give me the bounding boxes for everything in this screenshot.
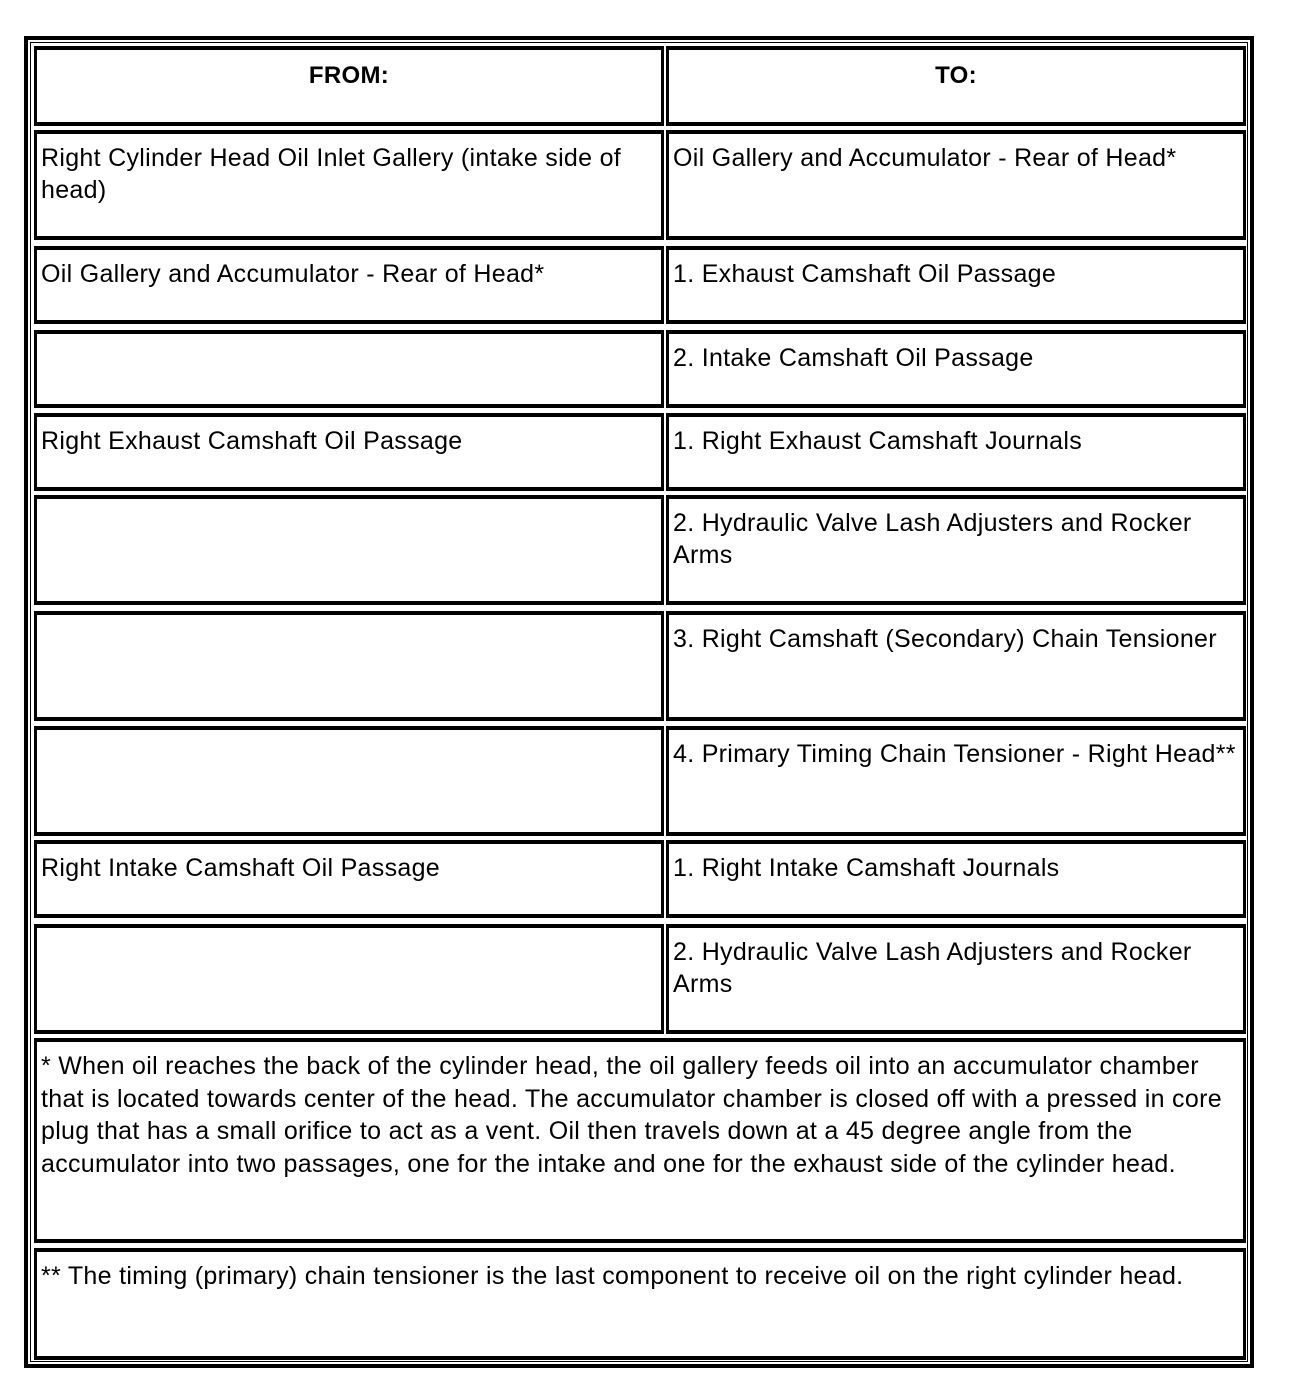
footnote-text: * When oil reaches the back of the cylinder head, the oil gallery feeds oil into an accumulator chamber that is located towards center of the head. The accumulator chamber is closed off with a pressed in core plug that has a small orifice to act as a vent. Oil then travels down at a 45 degree angle from the accumulator into two passages, one for the intake and one for the exhaust side of the cylinder head. [41,1052,1222,1178]
table-row-4-from [34,413,664,491]
table-row-1-to [666,130,1246,240]
cell-text: 1. Right Intake Camshaft Journals [673,854,1060,882]
table-row-4-to [666,413,1246,491]
cell-text: 2. Intake Camshaft Oil Passage [673,344,1034,372]
cell-text: Right Exhaust Camshaft Oil Passage [41,427,463,455]
to-column-header [666,46,1246,126]
table-row-3-to [666,330,1246,408]
footnote-text: ** The timing (primary) chain tensioner is the last component to receive oil on the right cylinder head. [41,1262,1184,1290]
table-row-3-from [34,330,664,408]
from-column-header [34,46,664,126]
table-row-1-from [34,130,664,240]
cell-text: 1. Right Exhaust Camshaft Journals [673,427,1083,455]
footnote-timing-chain [34,1248,1246,1360]
oil-flow-table [24,36,1254,1368]
cell-text: Right Cylinder Head Oil Inlet Gallery (intake side of head) [41,144,622,204]
cell-text: Right Intake Camshaft Oil Passage [41,854,440,882]
cell-text: 3. Right Camshaft (Secondary) Chain Tensioner [673,625,1217,653]
table-row-2-from [34,246,664,324]
cell-text: 4. Primary Timing Chain Tensioner - Right Head** [673,740,1236,768]
table-row-5-from [34,495,664,605]
table-row-7-to [666,726,1246,836]
to-header-label: TO: [935,62,977,89]
table-row-9-to [666,924,1246,1034]
table-row-8-to [666,840,1246,918]
from-header-label: FROM: [308,62,390,89]
footnote-accumulator [34,1038,1246,1243]
table-row-2-to [666,246,1246,324]
cell-text: 1. Exhaust Camshaft Oil Passage [673,260,1057,288]
table-row-7-from [34,726,664,836]
cell-text: 2. Hydraulic Valve Lash Adjusters and Rocker Arms [673,938,1192,998]
cell-text: Oil Gallery and Accumulator - Rear of Head* [673,144,1177,172]
table-row-9-from [34,924,664,1034]
table-row-5-to [666,495,1246,605]
cell-text: Oil Gallery and Accumulator - Rear of Head* [41,260,545,288]
cell-text: 2. Hydraulic Valve Lash Adjusters and Rocker Arms [673,509,1192,569]
table-row-8-from [34,840,664,918]
table-row-6-to [666,611,1246,721]
table-row-6-from [34,611,664,721]
